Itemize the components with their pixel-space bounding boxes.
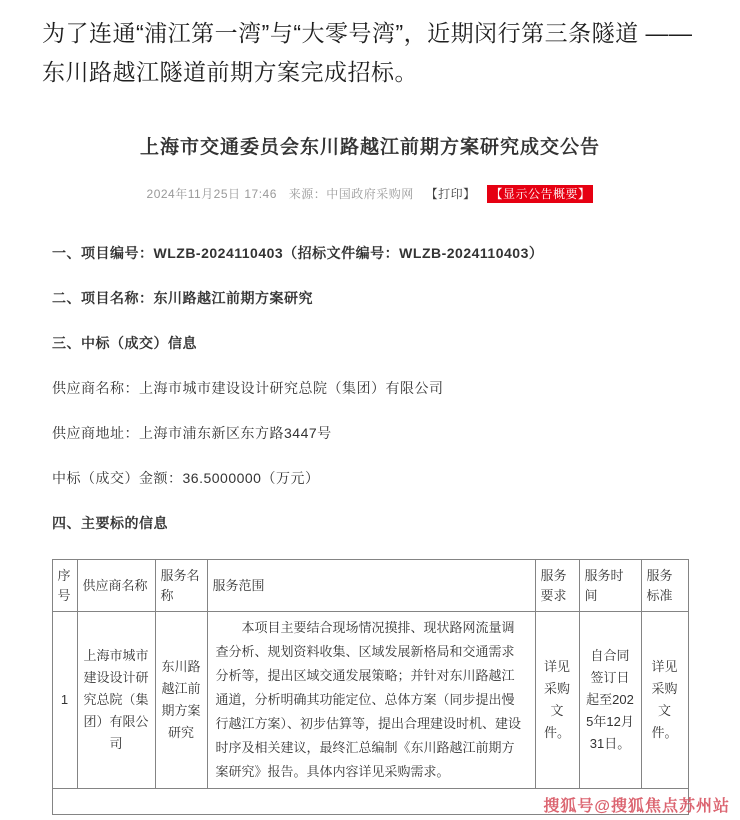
section-value: WLZB-2024110403（招标文件编号：WLZB-2024110403） [153,245,544,261]
cell-requirement: 详见采购文件。 [535,612,579,789]
cell-supplier: 上海市城市建设设计研究总院（集团）有限公司 [77,612,155,789]
col-header-service-name: 服务名称 [155,560,207,612]
section-value: 上海市城市建设设计研究总院（集团）有限公司 [139,380,444,396]
table-header-row [52,560,688,612]
section-project-no [52,244,688,262]
show-summary-link[interactable]: 【显示公告概要】 [487,185,593,203]
col-header-time: 服务时间 [579,560,641,612]
intro-paragraph: 为了连通“浦江第一湾”与“大零号湾”，近期闵行第三条隧道 —— 东川路越江隧道前期方案完成招标。 [42,20,693,85]
section-main-subject [52,514,688,532]
section-label: 四、主要标的信息 [52,515,168,531]
section-label: 三、中标（成交）信息 [52,335,197,351]
announcement-title: 上海市交通委员会东川路越江前期方案研究成交公告 [139,137,600,158]
section-label: 供应商名称： [52,380,139,396]
section-value: 36.5000000（万元） [182,470,320,486]
award-info-table [52,559,689,815]
cell-seq: 1 [52,612,77,789]
print-link[interactable]: 【打印】 [425,187,476,201]
col-header-seq: 序号 [52,560,77,612]
section-label: 供应商地址： [52,425,139,441]
section-label: 中标（成交）金额： [52,470,183,486]
meta-source: 来源：中国政府采购网 [288,187,414,201]
section-project-name [52,289,688,307]
section-value: 东川路越江前期方案研究 [153,290,313,306]
section-award-info [52,334,688,352]
cell-service-name: 东川路越江前期方案研究 [155,612,207,789]
announcement-body [0,244,740,532]
section-label: 一、项目编号： [52,245,154,261]
cell-time: 自合同签订日起至2025年12月31日。 [579,612,641,789]
table-row [52,612,688,789]
meta-datetime: 2024年11月25日 17:46 [146,187,277,201]
cell-scope: 本项目主要结合现场情况摸排、现状路网流量调查分析、规划资料收集、区域发展新格局和交通需求分析等，提出区域交通发展策略；并针对东川路越江通道，分析明确其功能定位、总体方案（同步提出慢行越江方案）、初步估算等，提出合理建设时机、建设时序及相关建议，最终汇总编制《东川路越江前期方案研究》报告。具体内容详见采购需求。 [207,612,535,789]
section-award-amount [52,469,688,487]
watermark: 搜狐号@搜狐焦点苏州站 [543,798,730,815]
section-label: 二、项目名称： [52,290,154,306]
col-header-supplier: 供应商名称 [77,560,155,612]
section-supplier-address [52,424,688,442]
announcement-meta [0,185,740,202]
col-header-scope: 服务范围 [207,560,535,612]
col-header-requirement: 服务要求 [535,560,579,612]
cell-standard: 详见采购文件。 [641,612,688,789]
col-header-standard: 服务标准 [641,560,688,612]
section-supplier-name [52,379,688,397]
section-value: 上海市浦东新区东方路3447号 [139,425,332,441]
